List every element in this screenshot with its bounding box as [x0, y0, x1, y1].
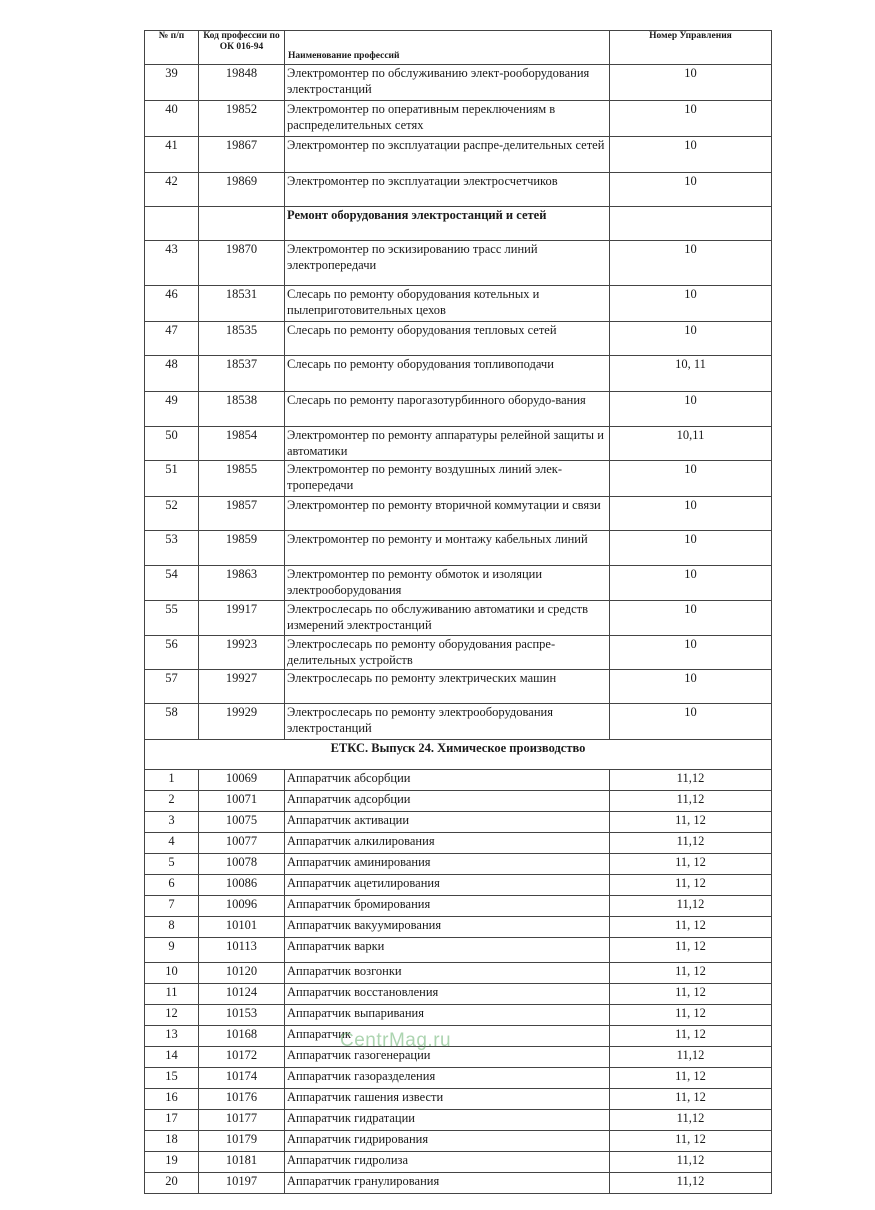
table-row: [145, 241, 772, 286]
row-name: Аппаратчик гидратации: [285, 1110, 610, 1131]
table-row: [145, 65, 772, 101]
row-num: 2: [145, 791, 199, 812]
row-code: 10120: [199, 963, 285, 984]
table-row: [145, 1047, 772, 1068]
row-name: Электромонтер по ремонту вторичной коммутации и связи: [285, 497, 610, 531]
table-row: [145, 984, 772, 1005]
row-dept: 11,12: [610, 770, 772, 791]
row-name: Слесарь по ремонту оборудования тепловых сетей: [285, 322, 610, 356]
row-name: Электромонтер по обслуживанию элект-рооборудования электростанций: [285, 65, 610, 101]
row-code: 19863: [199, 566, 285, 601]
table-row: [145, 461, 772, 497]
row-num: 48: [145, 356, 199, 392]
row-num: 18: [145, 1131, 199, 1152]
row-name: Электромонтер по ремонту обмоток и изоляции электрооборудования: [285, 566, 610, 601]
row-code: 10071: [199, 791, 285, 812]
row-num: 41: [145, 137, 199, 173]
row-code: 19859: [199, 531, 285, 566]
row-code: 10075: [199, 812, 285, 833]
table-row: [145, 770, 772, 791]
row-dept: 10: [610, 322, 772, 356]
row-code: 10179: [199, 1131, 285, 1152]
row-code: 10086: [199, 875, 285, 896]
row-code: 18538: [199, 392, 285, 427]
watermark: CentrMag.ru: [340, 1030, 452, 1051]
table-body: [145, 65, 772, 1194]
row-num: 9: [145, 938, 199, 963]
row-dept: 11, 12: [610, 1005, 772, 1026]
row-num: 19: [145, 1152, 199, 1173]
row-num: 16: [145, 1089, 199, 1110]
row-code: 10168: [199, 1026, 285, 1047]
section-title: ЕТКС. Выпуск 24. Химическое производство: [145, 740, 772, 770]
row-num: 55: [145, 601, 199, 636]
row-code: 10176: [199, 1089, 285, 1110]
table-row: [145, 854, 772, 875]
table-row: [145, 1131, 772, 1152]
row-code: 10124: [199, 984, 285, 1005]
row-name: Электрослесарь по ремонту оборудования распре-делительных устройств: [285, 636, 610, 670]
header-name: Наименование профессий: [285, 31, 610, 65]
row-code: 19852: [199, 101, 285, 137]
row-name: Аппаратчик гидрирования: [285, 1131, 610, 1152]
table-row: [145, 963, 772, 984]
row-name: Аппаратчик алкилирования: [285, 833, 610, 854]
row-dept: 11, 12: [610, 984, 772, 1005]
row-num: 10: [145, 963, 199, 984]
row-dept: 10: [610, 531, 772, 566]
table-row: [145, 1026, 772, 1047]
row-num: 3: [145, 812, 199, 833]
row-num: 53: [145, 531, 199, 566]
table-row: [145, 173, 772, 207]
row-code: 10069: [199, 770, 285, 791]
row-num: 51: [145, 461, 199, 497]
header-num: № п/п: [145, 31, 199, 65]
section-empty-cell: [610, 207, 772, 241]
row-code: 10177: [199, 1110, 285, 1131]
row-dept: 11, 12: [610, 875, 772, 896]
row-code: 10172: [199, 1047, 285, 1068]
row-dept: 11,12: [610, 791, 772, 812]
table-row: [145, 812, 772, 833]
row-dept: 11, 12: [610, 1089, 772, 1110]
row-code: 19870: [199, 241, 285, 286]
row-num: 4: [145, 833, 199, 854]
row-name: Аппаратчик адсорбции: [285, 791, 610, 812]
row-num: 17: [145, 1110, 199, 1131]
row-dept: 10: [610, 601, 772, 636]
table-row: [145, 1152, 772, 1173]
row-code: 10101: [199, 917, 285, 938]
row-name: Электрослесарь по ремонту электрооборудования электростанций: [285, 704, 610, 740]
table-row: [145, 875, 772, 896]
row-dept: 11,12: [610, 1047, 772, 1068]
table-row: [145, 601, 772, 636]
row-name: Электромонтер по ремонту и монтажу кабельных линий: [285, 531, 610, 566]
table-row: [145, 286, 772, 322]
row-name: Аппаратчик вакуумирования: [285, 917, 610, 938]
row-name: Аппаратчик: [285, 1026, 610, 1047]
table-row: [145, 670, 772, 704]
row-dept: 11, 12: [610, 1026, 772, 1047]
row-code: 19855: [199, 461, 285, 497]
table-row: [145, 101, 772, 137]
table-row: [145, 1089, 772, 1110]
row-name: Слесарь по ремонту парогазотурбинного оборудо-вания: [285, 392, 610, 427]
table-row: [145, 531, 772, 566]
table-row: [145, 704, 772, 740]
row-num: 7: [145, 896, 199, 917]
row-dept: 10, 11: [610, 356, 772, 392]
row-name: Аппаратчик выпаривания: [285, 1005, 610, 1026]
row-dept: 10: [610, 670, 772, 704]
row-dept: 11,12: [610, 1110, 772, 1131]
row-name: Электромонтер по эксплуатации электросчетчиков: [285, 173, 610, 207]
row-dept: 10: [610, 286, 772, 322]
section-title: Ремонт оборудования электростанций и сетей: [285, 207, 610, 241]
row-name: Электромонтер по эксплуатации распре-делительных сетей: [285, 137, 610, 173]
row-name: Аппаратчик гранулирования: [285, 1173, 610, 1194]
row-num: 58: [145, 704, 199, 740]
table-row: [145, 497, 772, 531]
row-code: 10113: [199, 938, 285, 963]
row-dept: 11, 12: [610, 917, 772, 938]
table-row: [145, 938, 772, 963]
row-name: Аппаратчик варки: [285, 938, 610, 963]
row-code: 19848: [199, 65, 285, 101]
row-num: 15: [145, 1068, 199, 1089]
table-row: [145, 566, 772, 601]
row-name: Аппаратчик абсорбции: [285, 770, 610, 791]
row-name: Электромонтер по оперативным переключениям в распределительных сетях: [285, 101, 610, 137]
row-dept: 10: [610, 636, 772, 670]
row-name: Слесарь по ремонту оборудования топливоподачи: [285, 356, 610, 392]
row-dept: 10,11: [610, 427, 772, 461]
section-empty-cell: [145, 207, 199, 241]
table-row: [145, 322, 772, 356]
row-code: 19854: [199, 427, 285, 461]
row-code: 10197: [199, 1173, 285, 1194]
table-row: [145, 1005, 772, 1026]
row-code: 19923: [199, 636, 285, 670]
row-name: Слесарь по ремонту оборудования котельных и пылеприготовительных цехов: [285, 286, 610, 322]
row-num: 39: [145, 65, 199, 101]
row-dept: 10: [610, 497, 772, 531]
row-code: 19927: [199, 670, 285, 704]
row-code: 10077: [199, 833, 285, 854]
row-name: Аппаратчик возгонки: [285, 963, 610, 984]
row-name: Электромонтер по ремонту аппаратуры релейной защиты и автоматики: [285, 427, 610, 461]
row-dept: 10: [610, 173, 772, 207]
row-name: Аппаратчик аминирования: [285, 854, 610, 875]
professions-table: [144, 30, 772, 1194]
row-code: 10181: [199, 1152, 285, 1173]
table-row: [145, 791, 772, 812]
row-code: 19917: [199, 601, 285, 636]
row-num: 8: [145, 917, 199, 938]
table-row: [145, 896, 772, 917]
row-name: Аппаратчик гашения извести: [285, 1089, 610, 1110]
row-num: 46: [145, 286, 199, 322]
header-dept: Номер Управления: [610, 31, 772, 65]
row-name: Аппаратчик газоразделения: [285, 1068, 610, 1089]
row-dept: 11, 12: [610, 938, 772, 963]
row-name: Электромонтер по ремонту воздушных линий элек-тропередачи: [285, 461, 610, 497]
row-num: 20: [145, 1173, 199, 1194]
row-num: 54: [145, 566, 199, 601]
row-name: Аппаратчик активации: [285, 812, 610, 833]
row-code: 10078: [199, 854, 285, 875]
section-empty-cell: [199, 207, 285, 241]
table-row: [145, 392, 772, 427]
table-header-row: [145, 31, 772, 65]
row-code: 19867: [199, 137, 285, 173]
row-code: 10153: [199, 1005, 285, 1026]
row-code: 10174: [199, 1068, 285, 1089]
row-dept: 11, 12: [610, 1068, 772, 1089]
row-code: 19869: [199, 173, 285, 207]
table-row: [145, 636, 772, 670]
row-name: Аппаратчик восстановления: [285, 984, 610, 1005]
row-num: 42: [145, 173, 199, 207]
row-code: 18535: [199, 322, 285, 356]
row-num: 43: [145, 241, 199, 286]
row-num: 52: [145, 497, 199, 531]
row-name: Электрослесарь по обслуживанию автоматики и средств измерений электростанций: [285, 601, 610, 636]
row-dept: 11,12: [610, 896, 772, 917]
table-row: [145, 427, 772, 461]
section-row: [145, 740, 772, 770]
table-row: [145, 137, 772, 173]
row-name: Аппаратчик газогенерации: [285, 1047, 610, 1068]
header-code: Код профессии по ОК 016-94: [199, 31, 285, 65]
section-row: [145, 207, 772, 241]
row-code: 18537: [199, 356, 285, 392]
row-name: Электромонтер по эскизированию трасс линий электропередачи: [285, 241, 610, 286]
row-dept: 11, 12: [610, 854, 772, 875]
row-num: 6: [145, 875, 199, 896]
row-dept: 11, 12: [610, 1131, 772, 1152]
table-row: [145, 1068, 772, 1089]
row-num: 1: [145, 770, 199, 791]
professions-table-page: [144, 30, 772, 1194]
row-code: 19857: [199, 497, 285, 531]
row-name: Электрослесарь по ремонту электрических машин: [285, 670, 610, 704]
row-dept: 10: [610, 241, 772, 286]
row-dept: 11, 12: [610, 963, 772, 984]
row-dept: 10: [610, 704, 772, 740]
row-num: 11: [145, 984, 199, 1005]
table-row: [145, 917, 772, 938]
row-num: 49: [145, 392, 199, 427]
row-num: 13: [145, 1026, 199, 1047]
row-code: 18531: [199, 286, 285, 322]
row-code: 19929: [199, 704, 285, 740]
row-name: Аппаратчик ацетилирования: [285, 875, 610, 896]
row-dept: 11,12: [610, 1173, 772, 1194]
table-row: [145, 356, 772, 392]
row-name: Аппаратчик бромирования: [285, 896, 610, 917]
row-dept: 10: [610, 392, 772, 427]
row-dept: 11,12: [610, 1152, 772, 1173]
row-num: 50: [145, 427, 199, 461]
row-dept: 11,12: [610, 833, 772, 854]
row-num: 57: [145, 670, 199, 704]
row-dept: 10: [610, 65, 772, 101]
row-dept: 10: [610, 566, 772, 601]
table-row: [145, 1173, 772, 1194]
table-row: [145, 833, 772, 854]
row-num: 47: [145, 322, 199, 356]
row-dept: 11, 12: [610, 812, 772, 833]
row-num: 5: [145, 854, 199, 875]
row-dept: 10: [610, 137, 772, 173]
row-name: Аппаратчик гидролиза: [285, 1152, 610, 1173]
row-dept: 10: [610, 461, 772, 497]
row-num: 12: [145, 1005, 199, 1026]
row-num: 40: [145, 101, 199, 137]
table-row: [145, 1110, 772, 1131]
row-dept: 10: [610, 101, 772, 137]
row-num: 56: [145, 636, 199, 670]
row-code: 10096: [199, 896, 285, 917]
row-num: 14: [145, 1047, 199, 1068]
